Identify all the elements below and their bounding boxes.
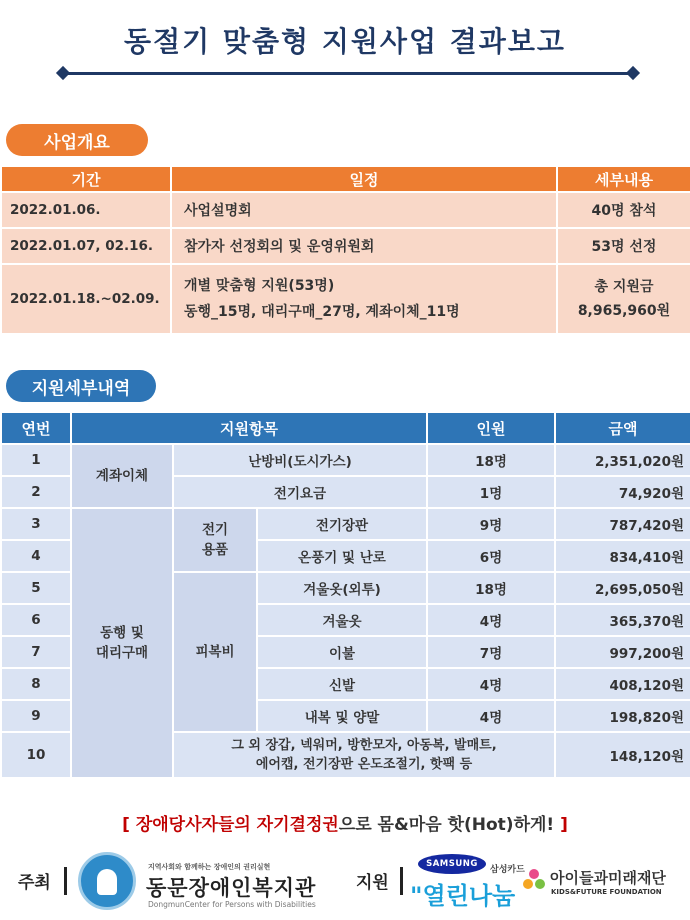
item-cell: 내복 및 양말: [257, 700, 427, 732]
org-subtitle: 지역사회와 함께하는 장애인의 권리실현: [148, 863, 271, 871]
support-label: 지원: [356, 873, 389, 893]
count-cell: 18명: [427, 444, 555, 476]
row-no: 5: [1, 572, 71, 604]
dongmun-logo-icon: [78, 852, 136, 910]
footer: [0, 850, 690, 920]
detail-cell: [557, 264, 690, 334]
count-cell: 18명: [427, 572, 555, 604]
count-cell: 6명: [427, 540, 555, 572]
title-underline: [62, 72, 634, 75]
slogan-text: 으로 몸&마음 핫(Hot)하게!: [338, 815, 555, 835]
amount-cell: 787,420원: [555, 508, 690, 540]
section-overview-label: 사업개요: [6, 124, 148, 156]
group-clothing: 피복비: [173, 572, 257, 732]
host-divider: [64, 867, 67, 895]
detail-line: 총 지원금: [594, 279, 654, 295]
kids-future-name: 아이들과미래재단: [550, 869, 666, 887]
slogan-bracket: ]: [554, 815, 568, 835]
count-cell: 7명: [427, 636, 555, 668]
schedule-cell: 사업설명회: [171, 192, 557, 228]
amount-cell: 2,695,050원: [555, 572, 690, 604]
row-no: 7: [1, 636, 71, 668]
diamond-right-icon: [626, 66, 640, 80]
header-count: 인원: [427, 412, 555, 444]
detail-line: 8,965,960원: [577, 303, 671, 319]
item-cell: 겨울옷: [257, 604, 427, 636]
overview-header-row: [1, 166, 690, 192]
period-cell: 2022.01.18.~02.09.: [1, 264, 171, 334]
amount-cell: 2,351,020원: [555, 444, 690, 476]
row-no: 8: [1, 668, 71, 700]
amount-cell: 198,820원: [555, 700, 690, 732]
slogan-highlight: 장애당사자들의 자기결정권: [135, 815, 339, 835]
period-cell: 2022.01.06.: [1, 192, 171, 228]
row-no: 3: [1, 508, 71, 540]
row-no: 10: [1, 732, 71, 778]
overview-table: [0, 165, 690, 335]
kids-future-logo-icon: [520, 866, 548, 894]
amount-cell: 834,410원: [555, 540, 690, 572]
amount-cell: 365,370원: [555, 604, 690, 636]
count-cell: 4명: [427, 668, 555, 700]
samsung-logo: SAMSUNG: [418, 854, 486, 874]
schedule-line: 개별 맞춤형 지원(53명): [184, 278, 335, 294]
support-divider: [400, 867, 403, 895]
details-table: [0, 411, 690, 779]
section-details-label: 지원세부내역: [6, 370, 156, 402]
header-schedule: 일정: [171, 166, 557, 192]
item-cell: 신발: [257, 668, 427, 700]
amount-cell: 74,920원: [555, 476, 690, 508]
group-proxy: [71, 508, 173, 778]
header-detail: 세부내용: [557, 166, 690, 192]
amount-cell: 148,120원: [555, 732, 690, 778]
count-cell: 4명: [427, 604, 555, 636]
schedule-line: 동행_15명, 대리구매_27명, 계좌이체_11명: [184, 304, 460, 320]
row-no: 4: [1, 540, 71, 572]
page-title: 동절기 맞춤형 지원사업 결과보고: [124, 25, 566, 58]
item-cell: 온풍기 및 난로: [257, 540, 427, 572]
header-no: 연번: [1, 412, 71, 444]
diamond-left-icon: [56, 66, 70, 80]
detail-cell: 53명 선정: [557, 228, 690, 264]
slogan: [0, 810, 690, 835]
header-item: 지원항목: [71, 412, 427, 444]
count-cell: 9명: [427, 508, 555, 540]
group-proxy-line: 대리구매: [95, 645, 149, 661]
count-cell: 1명: [427, 476, 555, 508]
org-english: DongmunCenter for Persons with Disabilities: [148, 900, 316, 909]
item-cell: [173, 732, 555, 778]
row-no: 2: [1, 476, 71, 508]
item-cell: 난방비(도시가스): [173, 444, 427, 476]
item-cell: 이불: [257, 636, 427, 668]
kids-future-english: KIDS&FUTURE FOUNDATION: [551, 888, 662, 896]
item-cell: 겨울옷(외투): [257, 572, 427, 604]
item-line: 그 외 장갑, 넥워머, 방한모자, 아동복, 발매트,: [231, 737, 497, 753]
open-nanum-logo: "열린나눔: [410, 882, 516, 910]
detail-cell: 40명 참석: [557, 192, 690, 228]
slogan-bracket: [: [122, 815, 136, 835]
group-transfer: 계좌이체: [71, 444, 173, 508]
overview-row: [1, 192, 690, 228]
item-line: 에어캡, 전기장판 온도조절기, 핫팩 등: [255, 757, 473, 772]
table-row: [1, 508, 690, 540]
group-appliance-line: 용품: [201, 542, 229, 558]
group-appliance: [173, 508, 257, 572]
samsung-card-label: 삼성카드: [490, 865, 525, 875]
amount-cell: 408,120원: [555, 668, 690, 700]
amount-cell: 997,200원: [555, 636, 690, 668]
org-name: 동문장애인복지관: [146, 876, 317, 900]
group-appliance-line: 전기: [201, 521, 229, 538]
header-period: 기간: [1, 166, 171, 192]
schedule-cell: 참가자 선정회의 및 운영위원회: [171, 228, 557, 264]
details-header-row: [1, 412, 690, 444]
header-amount: 금액: [555, 412, 690, 444]
row-no: 1: [1, 444, 71, 476]
row-no: 9: [1, 700, 71, 732]
item-cell: 전기요금: [173, 476, 427, 508]
period-cell: 2022.01.07, 02.16.: [1, 228, 171, 264]
overview-row: [1, 264, 690, 334]
group-proxy-line: 동행 및: [100, 624, 144, 641]
overview-row: [1, 228, 690, 264]
table-row: [1, 444, 690, 476]
count-cell: 4명: [427, 700, 555, 732]
item-cell: 전기장판: [257, 508, 427, 540]
schedule-cell: [171, 264, 557, 334]
host-label: 주최: [18, 873, 51, 893]
row-no: 6: [1, 604, 71, 636]
